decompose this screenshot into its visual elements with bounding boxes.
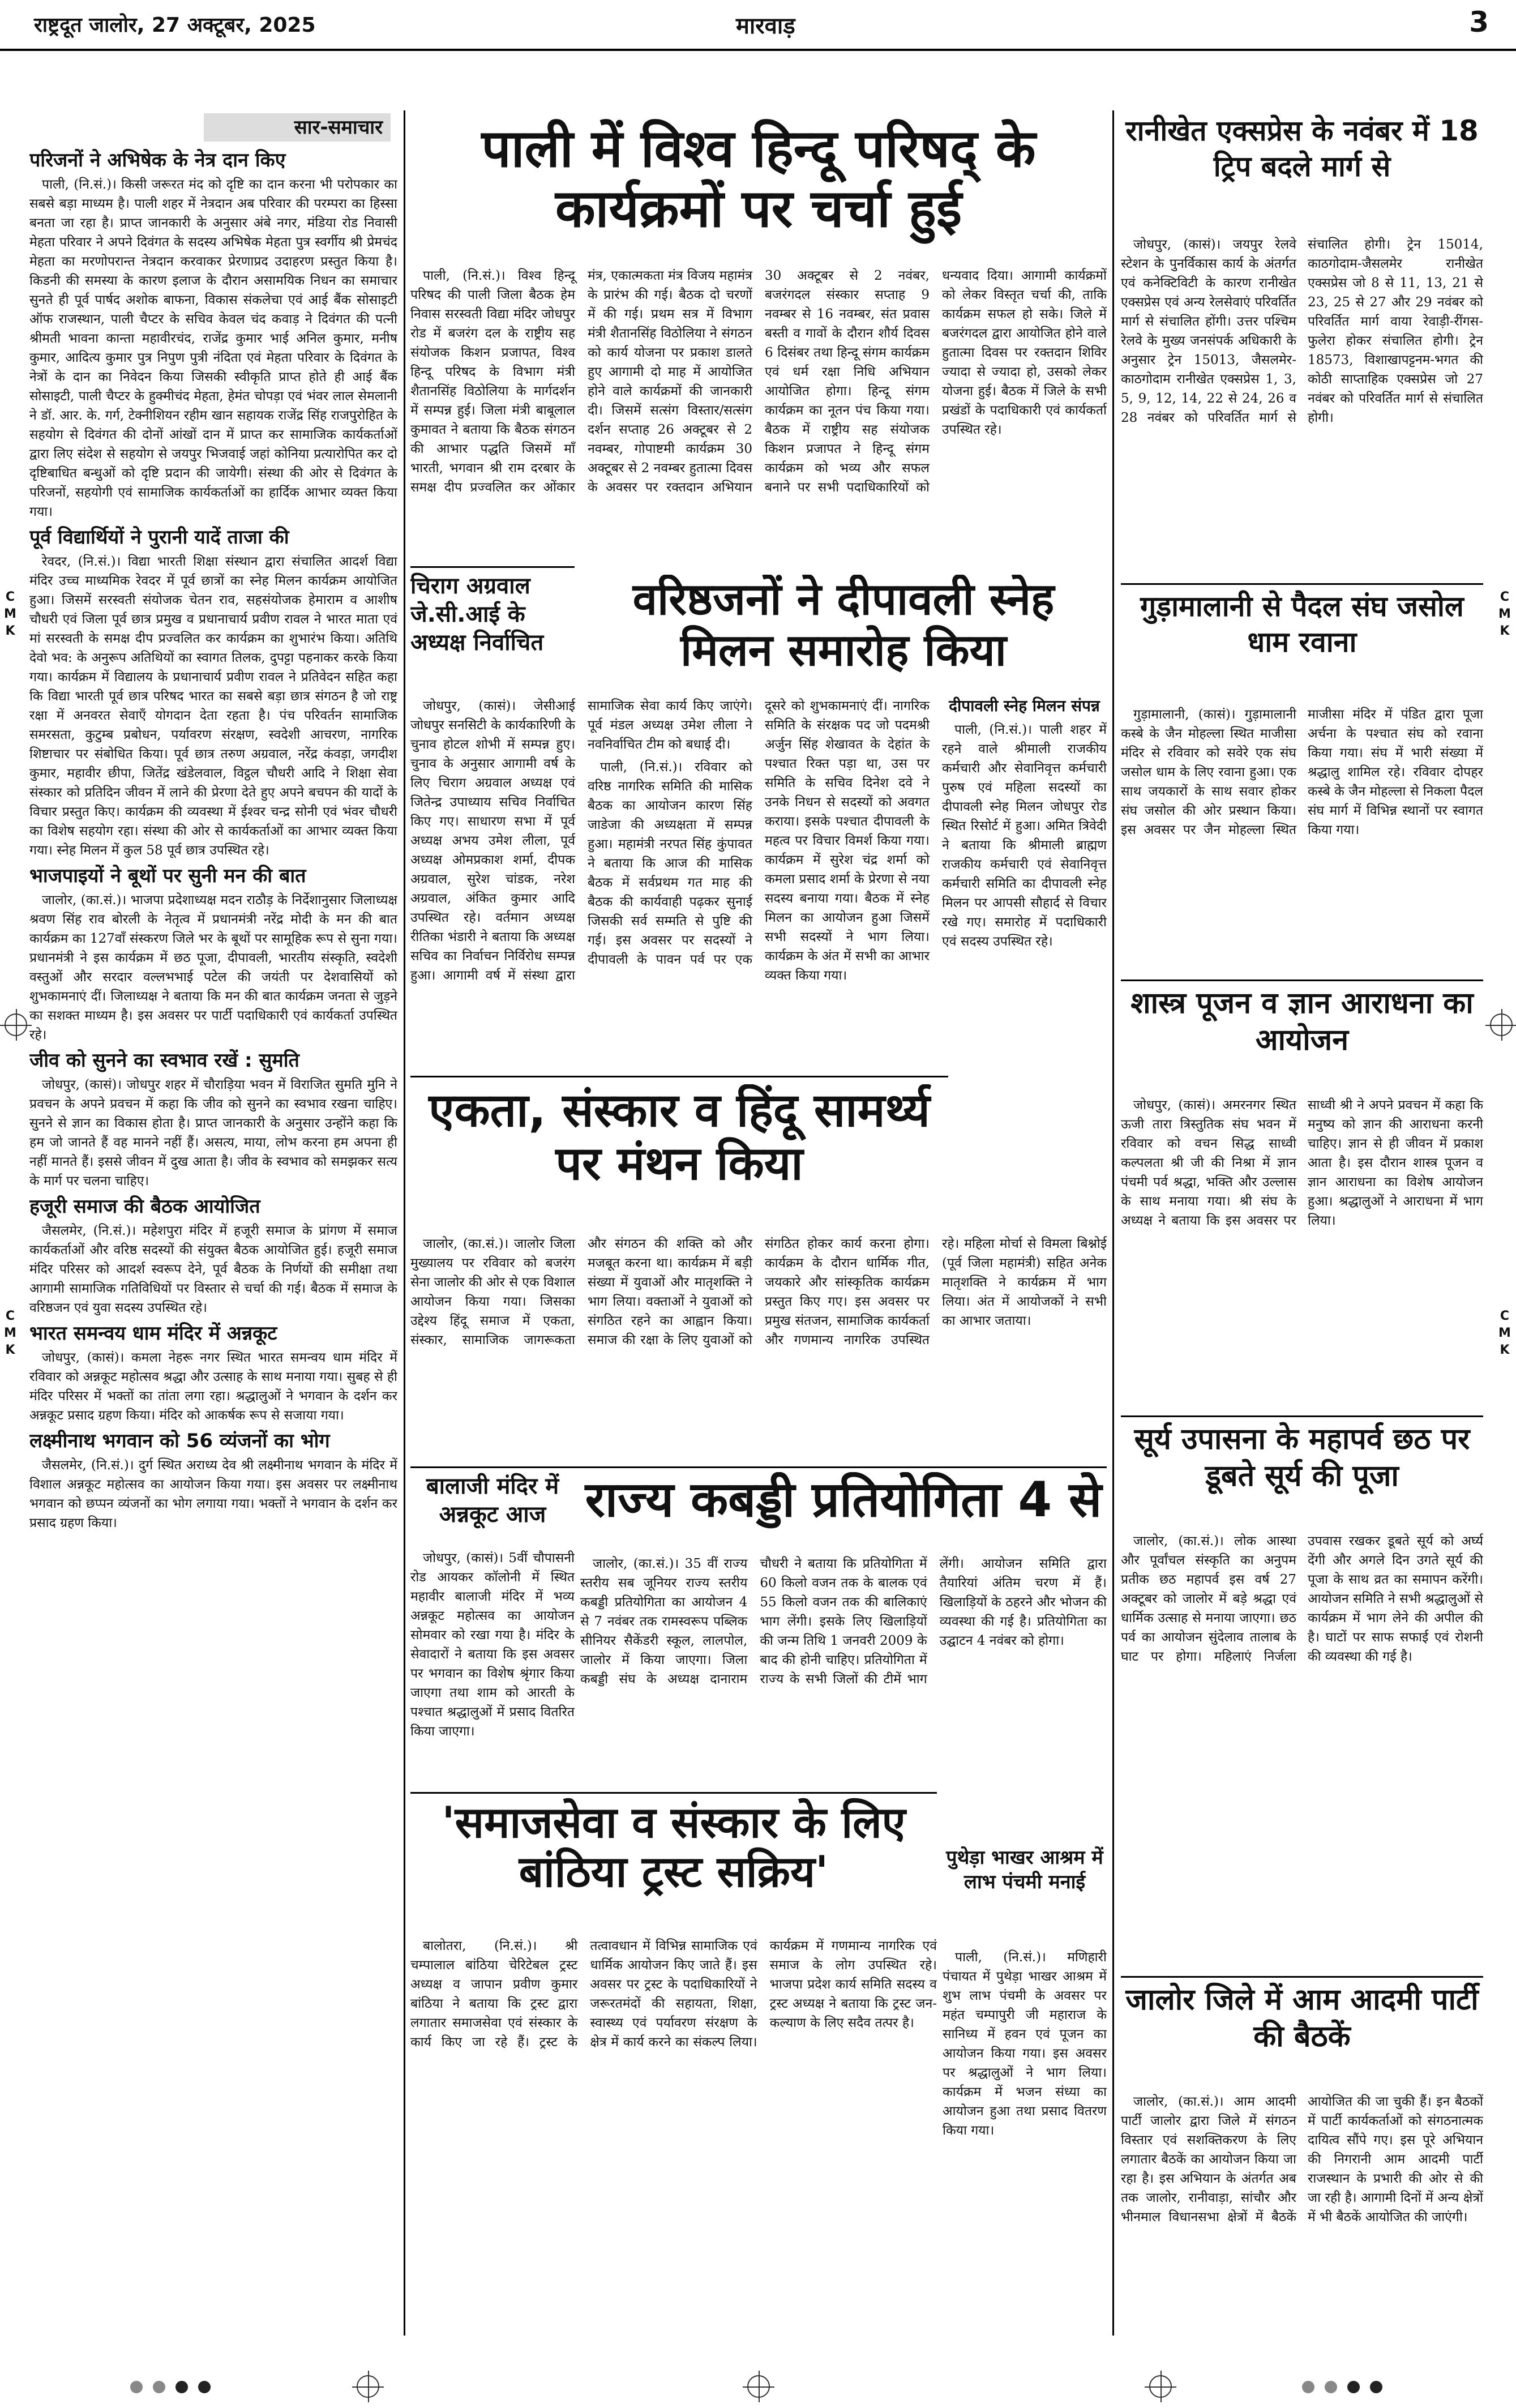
cmk-mark: C M K [4, 590, 16, 638]
aap-headline: जालोर जिले में आम आदमी पार्टी की बैठकें [1125, 1983, 1479, 2054]
page-number: 3 [1469, 6, 1489, 39]
ekta-body: जालोर, (का.सं.)। जालोर जिला मुख्यालय पर रविवार को बजरंग सेना जालोर की ओर से एक विशाल आयोजन किया गया। जिसका उद्देश्य हिंदू समाज में एकता, संस्कार, सामाजिक जागरूकता और संगठन की शक्ति को और मजबूत करना था। कार्यक्रम में बड़ी संख्या में युवाओं और मातृशक्ति ने भाग लिया। वक्ताओं ने युवाओं को संगठित रहने का आह्वान किया। समाज की रक्षा के लिए युवाओं को संगठित होकर कार्य करना होगा। कार्यक्रम के दौरान धार्मिक गीत, जयकारे और सांस्कृतिक कार्यक्रम प्रस्तुत किए गए। इस अवसर पर प्रमुख संतजन, सामाजिक कार्यकर्ता और गणमान्य नागरिक उपस्थित रहे। महिला मोर्चा से विमला बिश्नोई (पूर्व जिला महामंत्री) सहित अनेक मातृशक्ति ने कार्यक्रम में भाग लिया। अंत में आयोजकों ने सभी का आभार जताया। [410, 1237, 1107, 1348]
ranikhet-headline: रानीखेत एक्सप्रेस के नवंबर में 18 ट्रिप बदले मार्ग से [1125, 114, 1479, 183]
chirag-headline: चिराग अग्रवाल जे.सी.आई के अध्यक्ष निर्वाचित [410, 573, 544, 656]
color-dot [1347, 2381, 1360, 2393]
surya-headline: सूर्य उपासना के महापर्व छठ पर डूबते सूर्य की पूजा [1134, 1422, 1470, 1493]
color-dot [198, 2381, 211, 2393]
puthera-body: पाली, (नि.सं.)। मणिहारी पंचायत में पुथेड़ा भाखर आश्रम में शुभ लाभ पंचमी के अवसर पर महंत चम्पापुरी जी महाराज के सानिध्य में हवन एवं पूजन का आयोजन किया गया। इस अवसर पर श्रद्धालुओं ने भाग लिया। कार्यक्रम में भजन संध्या का आयोजन हुआ तथा प्रसाद वितरण किया गया। [943, 1950, 1107, 2138]
story-rule [1121, 1976, 1483, 1978]
cmk-mark: C M K [1498, 1309, 1511, 1357]
story-rule [1121, 980, 1483, 981]
brief-headline: परिजनों ने अभिषेक के नेत्र दान किए [29, 149, 286, 172]
surya-body: जालोर, (का.सं.)। लोक आस्था और पूर्वांचल संस्कृति का अनुपम प्रतीक छठ महापर्व इस वर्ष 27 अक्टूबर को जालोर में बड़े श्रद्धा एवं धार्मिक उत्साह से मनाया जाएगा। छठ पर्व का आयोजन सुंदेलाव तालाब के घाट पर होगा। महिलाएं निर्जला उपवास रखकर डूबते सूर्य को अर्घ्य देंगी और अगले दिन उगते सूर्य की पूजा के साथ व्रत का समापन करेंगी। आयोजन समिति ने सभी श्रद्धालुओं से कार्यक्रम में भाग लेने की अपील की है। घाटों पर साफ सफाई एवं रोशनी की व्यवस्था की गई है। [1121, 1534, 1483, 1664]
brief-headline: पूर्व विद्यार्थियों ने पुरानी यादें ताजा की [29, 526, 289, 549]
brief-body: जैसलमेर, (नि.सं.)। दुर्ग स्थित अराध्य देव श्री लक्ष्मीनाथ भगवान के मंदिर में विशाल अन्नकूट महोत्सव का आयोजन किया गया। इस अवसर पर लक्ष्मीनाथ भगवान को छप्पन व्यंजनों का भोग लगाया गया। भक्तों ने भगवान के दर्शन कर प्रसाद ग्रहण किया। [29, 1458, 397, 1530]
lead-body: पाली, (नि.सं.)। विश्व हिन्दू परिषद की पाली जिला बैठक हेम निवास सरस्वती विद्या मंदिर जोधपुर रोड में बजरंग दल के राष्ट्रीय सह संयोजक किशन प्रजापत, विश्व हिन्दू परिषद के विभाग मंत्री शैतानसिंह विठोलिया के मार्गदर्शन में सम्पन्न हुई। जिला मंत्री बाबूलाल कुमावत ने बताया कि बैठक संगठन की आभार पद्धति जिसमें माँ भारती, भगवान श्री राम दरबार के समक्ष दीप प्रज्वलित कर ओंकार मंत्र, एकात्मकता मंत्र विजय महामंत्र के प्रारंभ की गई। बैठक दो चरणों में की गई। प्रथम सत्र में विभाग मंत्री शैतानसिंह विठोलिया ने संगठन को कार्य योजना पर प्रकाश डालते हुए आगामी दो माह में आयोजित होने वाले कार्यक्रमों की जानकारी दी। जिसमें सत्संग विस्तार/सत्संग दर्शन सप्ताह 26 अक्टूबर से 2 नवम्बर, गोपाष्टमी कार्यक्रम 30 अक्टूबर से 2 नवम्बर हुतात्मा दिवस के अवसर पर रक्तदान अभियान 30 अक्टूबर से 2 नवंबर, बजरंगदल संस्कार सप्ताह 9 नवम्बर से 16 नवम्बर, संत प्रवास बस्ती व गावों के दौरान शौर्य दिवस 6 दिसंबर तथा हिन्दू संगम कार्यक्रम एवं धर्म रक्षा निधि अभियान आयोजित होगा। हिन्दू संगम कार्यक्रम का नूतन पंच किया गया। बैठक में राष्ट्रीय सह संयोजक किशन प्रजापत ने हिन्दू संगम कार्यक्रम को भव्य और सफल बनाने पर सभी पदाधिकारियों को धन्यवाद दिया। आगामी कार्यक्रमों को लेकर विस्तृत चर्चा की, ताकि कार्यक्रम सफल हो सके। जिले में बजरंगदल द्वारा आयोजित होने वाले हुतात्मा दिवस पर रक्तदान शिविर ज्यादा से ज्यादा हो, उसको लेकर योजना हुई। बैठक में जिले के सभी प्रखंडों के पदाधिकारी एवं कार्यकर्ता उपस्थित रहे। [410, 268, 1107, 495]
registration-crosshair [1149, 2375, 1172, 2398]
story-rule [1121, 583, 1483, 585]
deepawali-headline: वरिष्ठजनों ने दीपावली स्नेह मिलन समारोह किया [632, 575, 1055, 676]
column-rule [1112, 110, 1114, 2336]
gudamalani-body: गुड़ामालानी, (कासं)। गुड़ामालानी कस्बे के जैन मोहल्ला स्थित माजीसा मंदिर से रविवार को सवेरे एक संघ जसोल धाम के लिए रवाना हुआ। एक साथ जयकारों के साथ सवार होकर संघ जसोल की ओर प्रस्थान किया। इस अवसर पर जैन मोहल्ला स्थित माजीसा मंदिर में पंडित द्वारा पूजा अर्चना के पश्चात संघ को रवाना किया गया। संघ में भारी संख्या में श्रद्धालु शामिल रहे। रविवार दोपहर कस्बे के जैन मोहल्ला से निकला पैदल संघ मार्ग में विभिन्न स्थानों पर स्वागत किया गया। [1121, 707, 1483, 837]
brief-body: जैसलमेर, (नि.सं.)। महेशपुरा मंदिर में हजूरी समाज के प्रांगण में समाज कार्यकर्ताओं और वरिष्ठ सदस्यों की संयुक्त बैठक आयोजित हुई। हजूरी समाज मंदिर परिसर को आदर्श स्वरूप देने, पूर्व बैठक के निर्णयों की समीक्षा तथा आगामी सामाजिक गतिविधियों पर विस्तार से चर्चा की गई। बैठक में समाज के वरिष्ठजन एवं युवा सदस्य उपस्थित रहे। [29, 1224, 397, 1315]
story-rule [410, 1466, 1107, 1468]
page-header [0, 0, 1516, 51]
brief-body: जोधपुर, (कासं)। जोधपुर शहर में चौराड़िया भवन में विराजित सुमति मुनि ने प्रवचन के अपने प्रवचन में कहा कि जीव को सुनने का स्वभाव रखना चाहिए। सुनने से ज्ञान का विकास होता है। प्राप्त जानकारी के अनुसार उन्होंने कहा कि हम जो जानते हैं वह मानने नहीं हैं। असत्य, माया, लोभ करना हम अपना ही नहीं मानते हैं। इससे जीवन में दुख आता है। जीव के स्वभाव को समझकर सत्य के मार्ग पर चलना चाहिए। [29, 1077, 397, 1188]
brief-body: जोधपुर, (कासं)। कमला नेहरू नगर स्थित भारत समन्वय धाम मंदिर में रविवार को अन्नकूट महोत्सव श्रद्धा और उत्साह के साथ मनाया गया। सुबह से ही मंदिर परिसर में भक्तों का तांता लगा रहा। श्रद्धालुओं ने भगवान के दर्शन कर अन्नकूट प्रसाद ग्रहण किया। मंदिर को आकर्षक रूप से सजाया गया। [29, 1350, 397, 1423]
story-rule [410, 1792, 937, 1794]
brief-headline: भाजपाइयों ने बूथों पर सुनी मन की बात [29, 865, 306, 887]
story-rule [1121, 1415, 1483, 1417]
color-dot [1302, 2381, 1314, 2393]
story-rule [410, 566, 575, 568]
kabaddi-headline: राज्य कबड्डी प्रतियोगिता 4 से [585, 1472, 1102, 1528]
color-dot [175, 2381, 188, 2393]
aap-body: जालोर, (का.सं.)। आम आदमी पार्टी जालोर द्वारा जिले में संगठन विस्तार एवं सशक्तिकरण के लिए लगातार बैठकें का आयोजन किया जा रहा है। इस अभियान के अंतर्गत अब तक जालोर, रानीवाड़ा, सांचौर और भीनमाल विधानसभा क्षेत्रों में बैठकें आयोजित की जा चुकी हैं। इन बैठकों में पार्टी कार्यकर्ताओं को संगठनात्मक दायित्व सौंपे गए। इस पूरे अभियान की निगरानी आम आदमी पार्टी राजस्थान के प्रभारी की ओर से की जा रही है। आगामी दिनों में अन्य क्षेत्रों में भी बैठकें आयोजित की जाएंगी। [1121, 2094, 1483, 2225]
samajseva-headline: 'समाजसेवा व संस्कार के लिए बांठिया ट्रस्ट सक्रिय' [442, 1798, 906, 1897]
shastra-body: जोधपुर, (कासं)। अमरनगर स्थित ऊजी तारा त्रिस्तुतिक संघ भवन में रविवार को वचन सिद्ध साध्वी कल्पलता श्री जी की निश्रा में ज्ञान पंचमी पर्व श्रद्धा, भक्ति और उल्लास के साथ मनाया गया। श्री संघ के अध्यक्ष ने बताया कि इस अवसर पर साध्वी श्री ने अपने प्रवचन में कहा कि मनुष्य को ज्ञान की आराधना करनी चाहिए। ज्ञान से ही जीवन में प्रकाश आता है। इस दौरान शास्त्र पूजन व ज्ञान आराधना का विशेष आयोजन हुआ। श्रद्धालुओं ने आराधना में भाग लिया। [1121, 1098, 1483, 1228]
registration-crosshair [1490, 1013, 1513, 1036]
color-dot [1370, 2381, 1382, 2393]
shastra-headline: शास्त्र पूजन व ज्ञान आराधना का आयोजन [1130, 986, 1474, 1057]
lead-headline: पाली में विश्व हिन्दू परिषद् के कार्यक्रमों पर चर्चा हुई [481, 118, 1036, 239]
ranikhet-body: जोधपुर, (कासं)। जयपुर रेलवे स्टेशन के पुनर्विकास कार्य के अंतर्गत एवं कनेक्टिविटी के कारण रानीखेत एक्सप्रेस एवं अन्य रेलसेवाएं परिवर्तित मार्ग से संचालित होंगी। उत्तर पश्चिम रेलवे के मुख्य जनसंपर्क अधिकारी के अनुसार ट्रेन 15013, जैसलमेर-काठगोदाम रानीखेत एक्सप्रेस 1, 3, 5, 9, 12, 14, 22 से 24, 26 व 28 नवंबर को परिवर्तित मार्ग से संचालित होगी। ट्रेन 15014, काठगोदाम-जैसलमेर रानीखेत एक्सप्रेस जो 8 से 11, 13, 21 से 23, 25 से 27 और 29 नवंबर को परिवर्तित मार्ग वाया रेवाड़ी-रींगस-फुलेरा होकर संचालित होगी। ट्रेन 18573, विशाखापट्टनम-भगत की कोठी साप्ताहिक एक्सप्रेस जो 27 नवंबर को परिवर्तित मार्ग से संचालित होगी। [1121, 237, 1483, 425]
color-dot [1325, 2381, 1337, 2393]
ekta-headline: एकता, संस्कार व हिंदू सामर्थ्य पर मंथन किया [429, 1084, 930, 1191]
balaji-body: जोधपुर, (कासं)। 5वीं चौपासनी रोड आयकर कॉलोनी में स्थित महावीर बालाजी मंदिर में भव्य अन्नकूट महोत्सव का आयोजन सोमवार को रखा गया है। मंदिर के सेवादारों ने बताया कि इस अवसर पर भगवान का विशेष श्रृंगार किया जाएगा तथा शाम को आरती के पश्चात श्रद्धालुओं में प्रसाद वितरित किया जाएगा। [410, 1551, 575, 1739]
registration-crosshair [5, 1013, 27, 1036]
kabaddi-body: जालोर, (का.सं.)। 35 वीं राज्य स्तरीय सब जूनियर राज्य स्तरीय कबड्डी प्रतियोगिता का आयोजन 4 से 7 नवंबर तक रामस्वरूप पब्लिक सीनियर सैकेंडरी स्कूल, लालपोल, जालोर में किया जाएगा। जिला कबड्डी संघ के अध्यक्ष दानाराम चौधरी ने बताया कि प्रतियोगिता में 60 किलो वजन तक के बालक एवं 55 किलो वजन तक की बालिकाएं भाग लेंगी। इसके लिए खिलाड़ियों की जन्म तिथि 1 जनवरी 2009 के बाद की होनी चाहिए। प्रतियोगिता में राज्य के सभी जिलों की टीमें भाग लेंगी। आयोजन समिति द्वारा तैयारियां अंतिम चरण में हैं। खिलाड़ियों के ठहरने और भोजन की व्यवस्था की गई है। प्रतियोगिता का उद्घाटन 4 नवंबर को होगा। [580, 1556, 1107, 1687]
brief-body: पाली, (नि.सं.)। किसी जरूरत मंद को दृष्टि का दान करना भी परोपकार का सबसे बड़ा माध्यम है। पाली शहर में नेत्रदान अब परिवार की परम्परा का हिस्सा बनता जा रहा है। प्राप्त जानकारी के अनुसार अंबे नगर, मंडिया रोड निवासी मेहता परिवार ने अपने दिवंगत के सदस्य अभिषेक मेहता पुत्र स्वर्गीय श्री प्रेमचंद मेहता का मरणोपरान्त नेत्रदान करवाकर प्रेरणाप्रद उदाहरण प्रस्तुत किया है। किडनी की समस्या के कारण इलाज के दौरान असामयिक निधन का समाचार सुनते ही पूर्व पार्षद अशोक बाफना, विकास संकलेचा एवं आई बैंक सोसाइटी ऑफ राजस्थान, पाली चैप्टर के सचिव केवल चंद कवाड़ ने दिवंगत की पत्नी श्रीमती भावना कान्ता महावीरचंद, राजेंद्र कुमार भाई अनिल कुमार, मनीष कुमार, आदित्य कुमार पुत्र निपुण पुत्री नंदिता एवं मेहता परिवार के दिवंगत के नेत्रों के दान का निवेदन किया जिसकी स्वीकृति प्राप्त होते ही आई बैंक सोसाइटी, पाली चैप्टर के हुक्मीचंद मेहता, हेमंत चोपड़ा एवं भंवर लाल सेमलानी ने डॉ. आर. के. गर्ग, टेक्नीशियन रहीम खान सहायक राजेंद्र सिंह राजपुरोहित के सहयोग से दिवंगत की दोनों आंखों दान में प्राप्त कर सामाजिक कार्यकर्ताओं द्वारा लिए संदेश से सहयोग से जयपुर भिजवाई जहां कोनिया प्रत्यारोपित कर दो दृष्टिबाधित बन्धुओं को दृष्टि प्रदान की जायेगी। संस्था की ओर से दिवंगत के परिजनों, सहयोगी एवं सामाजिक कार्यकर्ताओं का हार्दिक आभार व्यक्त किया गया। [29, 177, 397, 519]
color-dot [130, 2381, 143, 2393]
deepawali-subhead: दीपावली स्नेह मिलन संपन्न [949, 696, 1100, 715]
color-dot [153, 2381, 165, 2393]
edition-date: राष्ट्रदूत जालोर, 27 अक्टूबर, 2025 [34, 14, 316, 37]
puthera-headline: पुथेड़ा भाखर आश्रम में लाभ पंचमी मनाई [946, 1846, 1103, 1893]
brief-headline: लक्ष्मीनाथ भगवान को 56 व्यंजनों का भोग [29, 1430, 330, 1452]
cmk-mark: C M K [1498, 590, 1511, 638]
samajseva-body: बालोतरा, (नि.सं.)। श्री चम्पालाल बांठिया चेरिटेबल ट्रस्ट अध्यक्ष व जापान प्रवीण कुमार बांठिया ने बताया कि ट्रस्ट द्वारा लगातार समाजसेवा एवं संस्कार के कार्य किए जा रहे हैं। ट्रस्ट के तत्वावधान में विभिन्न सामाजिक एवं धार्मिक आयोजन किए जाते हैं। इस अवसर पर ट्रस्ट के पदाधिकारियों ने जरूरतमंदों की सहायता, शिक्षा, स्वास्थ्य एवं पर्यावरण संरक्षण के क्षेत्र में कार्य करने का संकल्प लिया। कार्यक्रम में गणमान्य नागरिक एवं समाज के लोग उपस्थित रहे। भाजपा प्रदेश कार्य समिति सदस्य व ट्रस्ट अध्यक्ष ने बताया कि ट्रस्ट जन-कल्याण के लिए सदैव तत्पर है। [410, 1939, 937, 2050]
section-name: मारवाड़ [736, 13, 795, 39]
brief-headline: जीव को सुनने का स्वभाव रखें : सुमति [29, 1049, 299, 1072]
balaji-headline: बालाजी मंदिर में अन्नकूट आज [426, 1473, 559, 1528]
story-rule [410, 1076, 948, 1077]
brief-headline: भारत समन्वय धाम मंदिर में अन्नकूट [29, 1322, 277, 1345]
deepawali-body: जोधपुर, (कासं)। जेसीआई जोधपुर सनसिटी के कार्यकारिणी के चुनाव होटल शोभी में सम्पन्न हुए। चुनाव के अनुसार आगामी वर्ष के लिए चिराग अग्रवाल अध्यक्ष एवं जितेन्द्र उपाध्याय सचिव निर्वाचित किए गए। साधारण सभा में पूर्व अध्यक्ष अभय उमेश लीला, पूर्व अध्यक्ष ओमप्रकाश शर्मा, दीपक अग्रवाल, सुरेश चांडक, नरेश अग्रवाल, अंकित कुमार आदि उपस्थित रहे। वर्तमान अध्यक्ष रीतिका भंडारी ने बताया कि अध्यक्ष सचिव का निर्वाचन निर्विरोध सम्पन्न हुआ। आगामी वर्ष में संस्था द्वारा सामाजिक सेवा कार्य किए जाएंगे। पूर्व मंडल अध्यक्ष उमेश लीला ने नवनिर्वाचित टीम को बधाई दी। पाली, (नि.सं.)। रविवार को वरिष्ठ नागरिक समिति की मासिक बैठक का आयोजन कारण सिंह जाडेजा की अध्यक्षता में सम्पन्न हुआ। महामंत्री नरपत सिंह कुंपावत ने बताया कि आज की मासिक बैठक में सर्वप्रथम गत माह की बैठक की कार्यवाही पढ़कर सुनाई जिसकी सर्व सम्मति से पुष्टि की गई। इस अवसर पर सदस्यों ने दीपावली के पावन पर्व पर एक दूसरे को शुभकामनाएं दीं। नागरिक समिति के संरक्षक पद जो पदमश्री अर्जुन सिंह शेखावत के देहांत के पश्चात रिक्त पड़ा था, उस पर समिति के सचिव दिनेश दवे ने उनके निधन से सदस्यों को अवगत कराया। इसके पश्चात दीपावली के महत्व पर विचार विमर्श किया गया। कार्यक्रम में सुरेश चंद्र शर्मा को कमला प्रसाद शर्मा के प्रेरणा से नया सदस्य बनाया गया। बैठक में स्नेह मिलन का आयोजन हुआ जिसमें सभी सदस्यों ने भाग लिया। कार्यक्रम के अंत में सभी का आभार व्यक्त किया गया। दीपावली स्नेह मिलन संपन्न पाली, (नि.सं.)। पाली शहर में रहने वाले श्रीमाली राजकीय कर्मचारी और सेवानिवृत्त कर्मचारी पुरुष एवं महिला सदस्यों का दीपावली स्नेह मिलन जोधपुर रोड स्थित रिसोर्ट में हुआ। अमित त्रिवेदी ने बताया कि श्रीमाली ब्राह्मण राजकीय कर्मचारी एवं सेवानिवृत्त कर्मचारी समिति का दीपावली स्नेह मिलन पर आपसी सौहार्द से विचार रखे गए। समारोह में पदाधिकारी एवं सदस्य उपस्थित रहे। [410, 696, 1107, 983]
brief-headline: हजूरी समाज की बैठक आयोजित [29, 1195, 260, 1218]
cmk-mark: C M K [4, 1309, 16, 1357]
registration-crosshair [747, 2375, 770, 2398]
gudamalani-headline: गुड़ामालानी से पैदल संघ जसोल धाम रवाना [1140, 590, 1464, 658]
registration-crosshair [357, 2375, 379, 2398]
brief-body: जालोर, (का.सं.)। भाजपा प्रदेशाध्यक्ष मदन राठौड़ के निर्देशानुसार जिलाध्यक्ष श्रवण सिंह राव बोरली के नेतृत्व में प्रधानमंत्री नरेंद्र मोदी के मन की बात कार्यक्रम का 127वाँ संस्करण जिले भर के बूथों पर सामूहिक रूप से सुना गया। प्रधानमंत्री ने इस कार्यक्रम में छठ पूजा, दीपावली, भारतीय संस्कृति, स्वदेशी वस्तुओं और सरदार वल्लभभाई पटेल की जयंती पर देशवासियों को शुभकामनाएं दीं। जिलाध्यक्ष ने बताया कि मन की बात कार्यक्रम जनता से जुड़ने का सशक्त माध्यम है। इस अवसर पर पार्टी पदाधिकारी एवं कार्यकर्ता उपस्थित रहे। [29, 893, 397, 1042]
brief-body: रेवदर, (नि.सं.)। विद्या भारती शिक्षा संस्थान द्वारा संचालित आदर्श विद्या मंदिर उच्च माध्यमिक रेवदर में पूर्व छात्रों का स्नेह मिलन कार्यक्रम आयोजित हुआ। जिसमें सरस्वती संयोजक चेतन राव, सहसंयोजक हेमाराम व आशीष चौधरी एवं जिला पूर्व छात्र प्रमुख व प्रधानाचार्य प्रवीण रावल ने भारत माता एवं मां सरस्वती के समक्ष दीप प्रज्वलित कर कार्यक्रम का शुभारंभ किया। अतिथि देवो भव: के अनुरूप अतिथियों का स्वागत तिलक, दुपट्टा पहनाकर करके किया गया। कार्यक्रम में विद्यालय के प्रधानाचार्य प्रवीण रावल ने प्रतिवेदन सहित कहा कि विद्या भारती पूर्व छात्र परिषद भारत का सबसे बड़ा छात्र संगठन है जो राष्ट्र रक्षा में अनवरत सेवाएँ योगदान देता रहता है। पंच परिवर्तन सामाजिक समरसता, कुटुम्ब प्रबोधन, पर्यावरण संरक्षण, स्वदेशी आचरण, नागरिक शिष्टाचार पर संबोधित किया। पूर्व छात्र तरुण अग्रवाल, नरेंद्र कंवड़ा, जगदीश कुमार, महावीर छीपा, जितेंद्र खंडेलवाल, विट्ठल चौधरी आदि ने शिक्षा सेवा संस्कार को प्रतिदिन जीवन में लाने की प्रेरणा देते हुए अपने बचपन की यादों के विचार प्रस्तुत किए। कार्यक्रम की व्यवस्था में ईश्वर चन्द्र सोनी एवं भंवर चौधरी का विशेष सहयोग रहा। संस्था की ओर से कार्यकर्ताओं का आभार व्यक्त किया गया। स्नेह मिलन में कुल 58 पूर्व छात्र उपस्थित रहे। [29, 554, 397, 858]
column-rule [404, 110, 405, 2336]
news-brief-column [29, 144, 397, 2336]
brief-news-tag: सार-समाचार [204, 113, 391, 142]
